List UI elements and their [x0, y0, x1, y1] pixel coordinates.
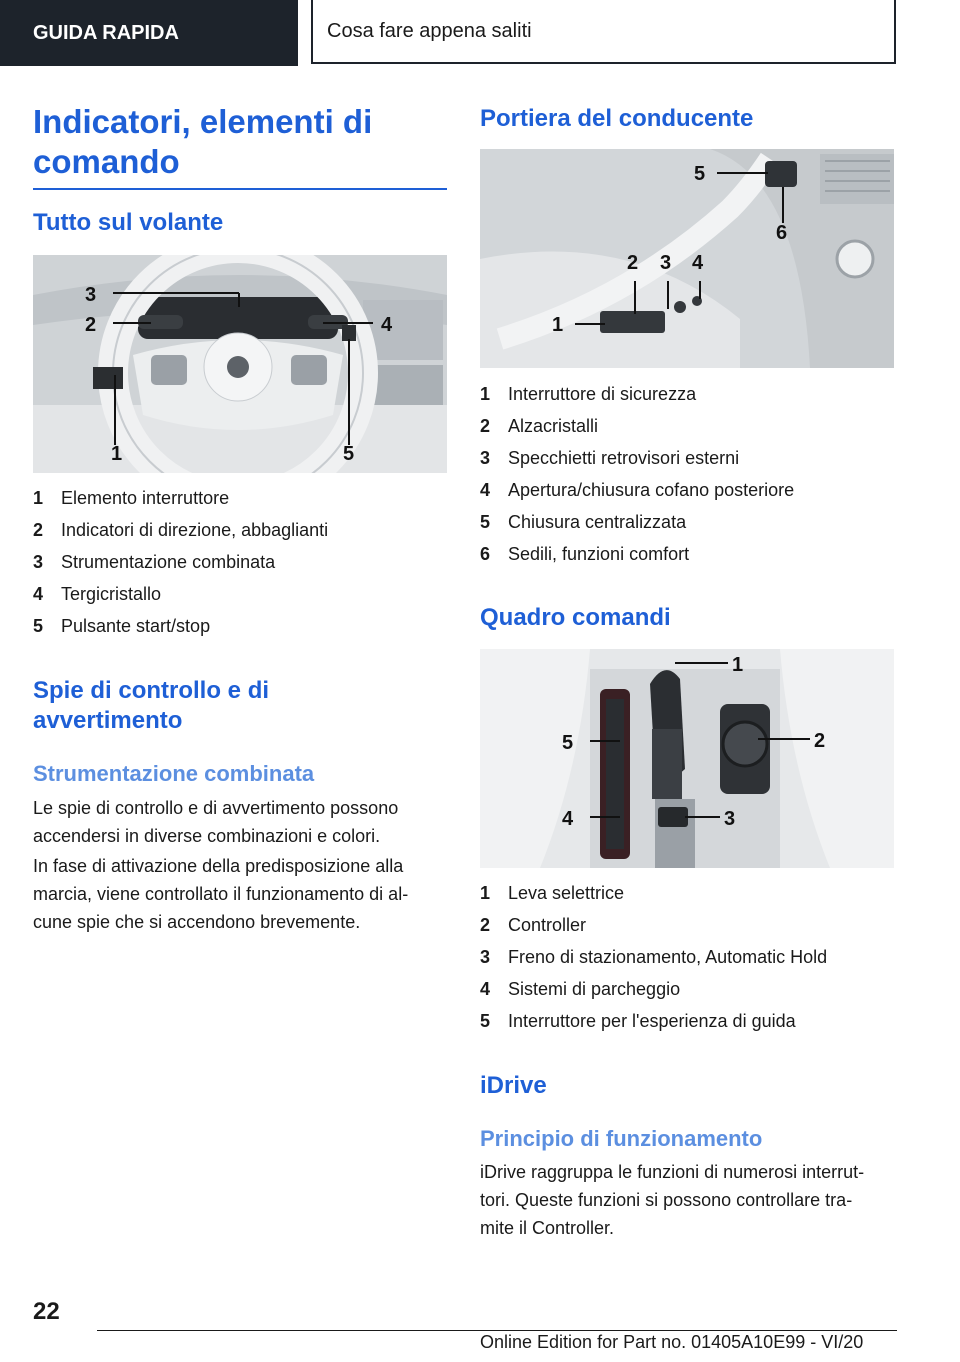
callout-2: 2 [814, 730, 826, 752]
topic-tab: Cosa fare appena saliti [311, 0, 896, 64]
footer-divider [97, 1330, 897, 1331]
list-item: 4 Apertura/chiusura cofano posteriore [480, 480, 795, 500]
callout-3: 3 [660, 252, 672, 274]
list-item: 5 Pulsante start/stop [33, 616, 211, 636]
callout-3: 3 [724, 808, 736, 830]
paragraph: iDrive raggruppa le funzioni di numerosi interrut-tori. Queste funzioni si possono controllare tra-mite il Controller. [480, 1162, 865, 1238]
list-item: 6 Sedili, funzioni comfort [480, 544, 690, 564]
list-item: 3 Specchietti retrovisori esterni [480, 448, 740, 468]
driver-door-image [480, 149, 894, 368]
steering-heading: Tutto sul volante [33, 209, 224, 236]
list-item: 2 Controller [480, 915, 587, 935]
callout-3: 3 [85, 284, 97, 306]
section-tab: GUIDA RAPIDA [0, 0, 298, 66]
callout-5: 5 [562, 732, 574, 754]
list-item: 4 Sistemi di parcheggio [480, 979, 681, 999]
idrive-heading: iDrive [480, 1072, 547, 1099]
list-item: 3 Strumentazione combinata [33, 552, 276, 572]
list-item: 1 Elemento interruttore [33, 488, 230, 508]
page-header [0, 0, 960, 66]
door-legend [480, 378, 894, 570]
cluster-subheading: Strumentazione combinata [33, 761, 315, 786]
callout-1: 1 [732, 654, 744, 676]
callout-5: 5 [343, 443, 355, 465]
page-number: 22 [33, 1298, 60, 1325]
page-title: Indicatori, elementi di comando [33, 102, 447, 190]
list-item: 2 Alzacristalli [480, 416, 599, 436]
callout-4: 4 [562, 808, 574, 830]
warning-lights-heading: Spie di controllo e di avvertimento [33, 677, 270, 734]
steering-wheel-image [33, 255, 447, 473]
center-console-image [480, 649, 894, 868]
door-heading: Portiera del conducente [480, 105, 754, 132]
list-item: 5 Chiusura centralizzata [480, 512, 687, 532]
list-item: 4 Tergicristallo [33, 584, 162, 604]
list-item: 1 Leva selettrice [480, 883, 625, 903]
callout-6: 6 [776, 222, 788, 244]
callout-5: 5 [694, 163, 706, 185]
edition-note: Online Edition for Part no. 01405A10E99 - VI/20 [480, 1332, 864, 1352]
paragraph: Le spie di controllo e di avvertimento possono accendersi in diverse combinazioni e colori. [33, 798, 399, 846]
console-legend [480, 877, 894, 1037]
callout-1: 1 [111, 443, 123, 465]
callout-2: 2 [627, 252, 639, 274]
console-heading: Quadro comandi [480, 604, 671, 631]
paragraph: In fase di attivazione della predisposizione alla marcia, viene controllato il funzionamento di al-cune spie che si accendono brevemente. [33, 856, 409, 932]
list-item: 5 Interruttore per l'esperienza di guida [480, 1011, 796, 1031]
callout-1: 1 [552, 314, 564, 336]
list-item: 1 Interruttore di sicurezza [480, 384, 697, 404]
principle-subheading: Principio di funzionamento [480, 1126, 763, 1151]
callout-4: 4 [692, 252, 704, 274]
callout-4: 4 [381, 314, 393, 336]
list-item: 3 Freno di stazionamento, Automatic Hold [480, 947, 828, 967]
callout-2: 2 [85, 314, 97, 336]
steering-legend [33, 482, 447, 642]
list-item: 2 Indicatori di direzione, abbaglianti [33, 520, 329, 540]
